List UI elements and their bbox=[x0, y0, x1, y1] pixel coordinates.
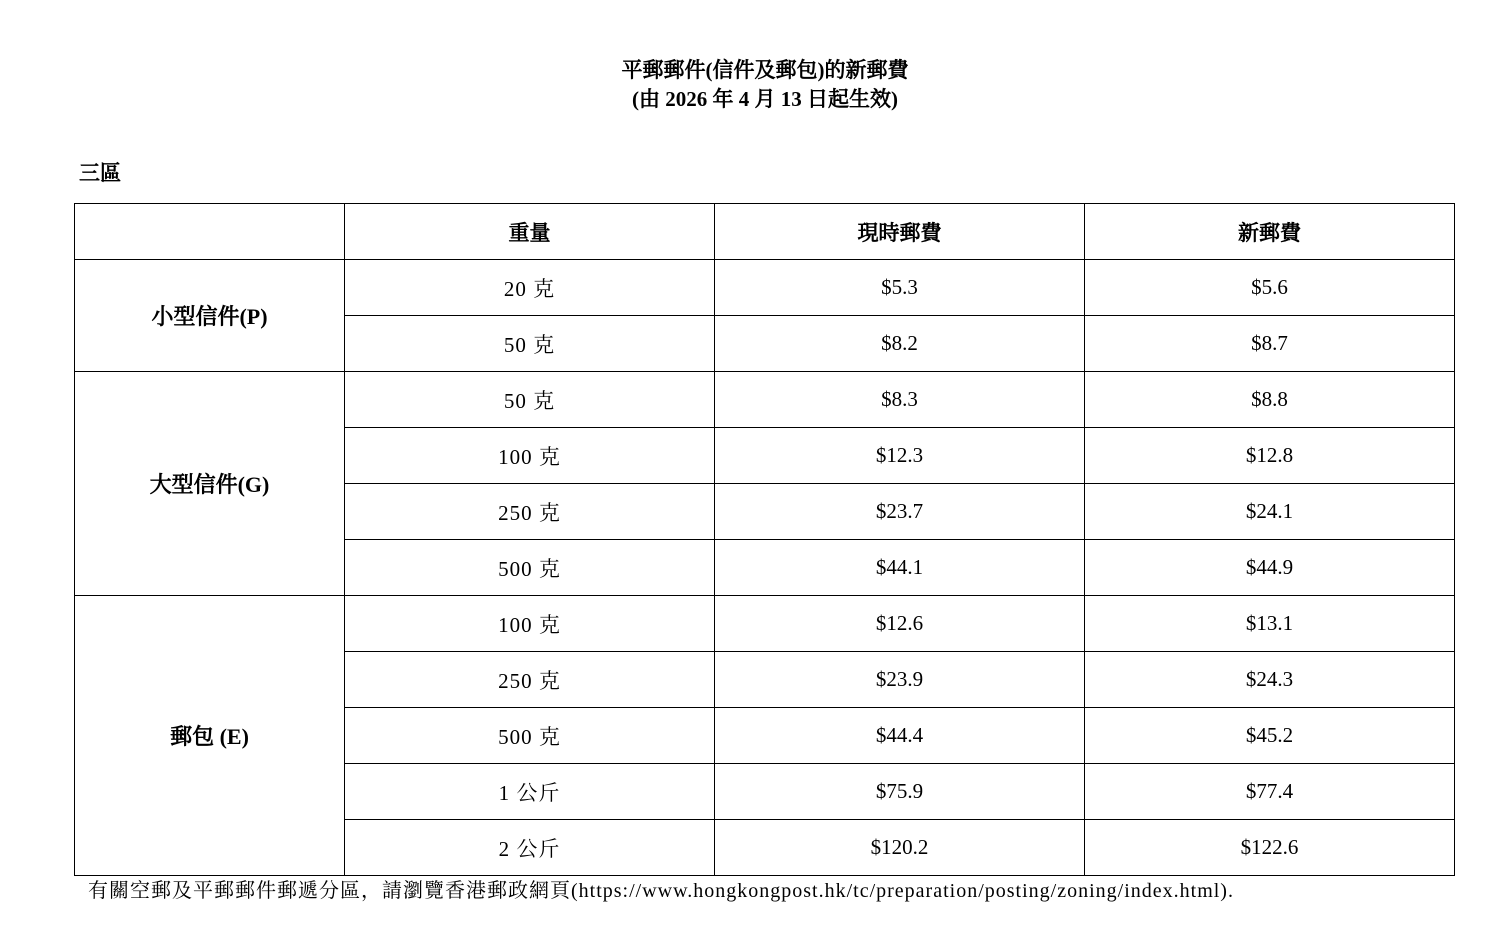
category-cell: 郵包 (E) bbox=[75, 596, 345, 876]
current-rate-cell: $120.2 bbox=[715, 820, 1085, 876]
document-title bbox=[0, 56, 1510, 114]
title-line-1: 平郵郵件(信件及郵包)的新郵費 bbox=[621, 58, 909, 82]
new-rate-cell: $24.1 bbox=[1085, 484, 1455, 540]
table-header-row bbox=[75, 204, 1455, 260]
current-rate-cell: $12.6 bbox=[715, 596, 1085, 652]
header-new-rate: 新郵費 bbox=[1085, 204, 1455, 260]
new-rate-cell: $13.1 bbox=[1085, 596, 1455, 652]
new-rate-cell: $24.3 bbox=[1085, 652, 1455, 708]
region-heading: 三區 bbox=[79, 161, 121, 185]
weight-cell: 250 克 bbox=[345, 484, 715, 540]
weight-cell: 50 克 bbox=[345, 316, 715, 372]
footnote-zoning-link: 有關空郵及平郵郵件郵遞分區，請瀏覽香港郵政網頁(https://www.hongkongpost.hk/tc/preparation/posting/zoning/index.html). bbox=[88, 880, 1234, 902]
weight-cell: 500 克 bbox=[345, 540, 715, 596]
new-rate-cell: $122.6 bbox=[1085, 820, 1455, 876]
current-rate-cell: $8.3 bbox=[715, 372, 1085, 428]
header-weight: 重量 bbox=[345, 204, 715, 260]
new-rate-cell: $8.8 bbox=[1085, 372, 1455, 428]
current-rate-cell: $5.3 bbox=[715, 260, 1085, 316]
header-current-rate: 現時郵費 bbox=[715, 204, 1085, 260]
weight-cell: 500 克 bbox=[345, 708, 715, 764]
new-rate-cell: $44.9 bbox=[1085, 540, 1455, 596]
current-rate-cell: $12.3 bbox=[715, 428, 1085, 484]
postage-rate-table bbox=[74, 203, 1455, 876]
table-row bbox=[75, 372, 1455, 428]
current-rate-cell: $75.9 bbox=[715, 764, 1085, 820]
weight-cell: 50 克 bbox=[345, 372, 715, 428]
new-rate-cell: $12.8 bbox=[1085, 428, 1455, 484]
weight-cell: 100 克 bbox=[345, 428, 715, 484]
new-rate-cell: $77.4 bbox=[1085, 764, 1455, 820]
weight-cell: 2 公斤 bbox=[345, 820, 715, 876]
current-rate-cell: $44.1 bbox=[715, 540, 1085, 596]
table-row bbox=[75, 260, 1455, 316]
category-cell: 小型信件(P) bbox=[75, 260, 345, 372]
new-rate-cell: $5.6 bbox=[1085, 260, 1455, 316]
weight-cell: 1 公斤 bbox=[345, 764, 715, 820]
table-row bbox=[75, 596, 1455, 652]
new-rate-cell: $45.2 bbox=[1085, 708, 1455, 764]
category-cell: 大型信件(G) bbox=[75, 372, 345, 596]
new-rate-cell: $8.7 bbox=[1085, 316, 1455, 372]
weight-cell: 250 克 bbox=[345, 652, 715, 708]
current-rate-cell: $23.7 bbox=[715, 484, 1085, 540]
title-line-2: (由 2026 年 4 月 13 日起生效) bbox=[632, 87, 898, 111]
header-category bbox=[75, 204, 345, 260]
current-rate-cell: $23.9 bbox=[715, 652, 1085, 708]
weight-cell: 100 克 bbox=[345, 596, 715, 652]
current-rate-cell: $8.2 bbox=[715, 316, 1085, 372]
current-rate-cell: $44.4 bbox=[715, 708, 1085, 764]
weight-cell: 20 克 bbox=[345, 260, 715, 316]
